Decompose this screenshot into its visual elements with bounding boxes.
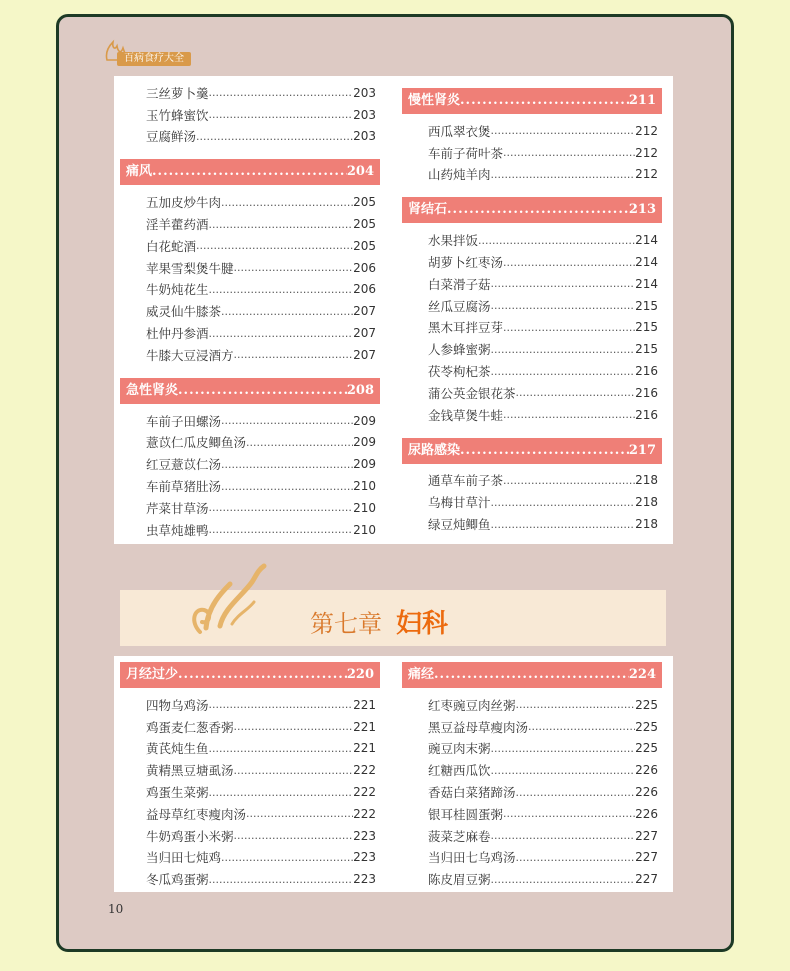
entry-name: 丝瓜豆腐汤 — [428, 298, 491, 314]
dot-leader — [516, 386, 636, 399]
entry-page: 205 — [353, 217, 376, 232]
toc-column-left — [120, 82, 380, 541]
entry-name: 乌梅甘草汁 — [428, 495, 491, 511]
toc-entry[interactable] — [402, 142, 662, 164]
entry-page: 215 — [635, 320, 658, 335]
entry-name: 黑木耳拌豆芽 — [428, 320, 504, 336]
entry-name: 香菇白菜猪蹄汤 — [428, 785, 516, 801]
toc-entry[interactable] — [120, 104, 380, 126]
entry-name: 车前子田螺汤 — [146, 413, 222, 429]
section-page: 204 — [346, 164, 374, 180]
section-title: 痛经 — [408, 667, 435, 682]
toc-entry[interactable] — [120, 279, 380, 301]
entry-name: 绿豆炖鲫鱼 — [428, 517, 491, 533]
cloud-ornament-icon — [186, 562, 270, 638]
dot-leader — [491, 518, 636, 531]
chapter-number: 第七章 — [310, 609, 382, 638]
dot-leader — [478, 234, 635, 247]
entry-name: 芹菜甘草汤 — [146, 500, 209, 516]
entry-page: 212 — [635, 167, 658, 182]
entry-name: 银耳桂圆蛋粥 — [428, 806, 504, 822]
dot-leader — [234, 829, 354, 842]
section-spacer — [120, 366, 380, 378]
dot-leader — [209, 786, 354, 799]
entry-page: 205 — [353, 238, 376, 253]
entry-name: 通草车前子茶 — [428, 473, 504, 489]
section-heading[interactable] — [120, 662, 380, 688]
dot-leader — [491, 299, 636, 312]
toc-column-left — [120, 662, 380, 890]
toc-entry[interactable] — [402, 738, 662, 760]
entry-name: 胡萝卜红枣汤 — [428, 255, 504, 271]
toc-entry[interactable] — [402, 470, 662, 492]
entry-page: 225 — [635, 719, 658, 734]
entry-page: 223 — [353, 850, 376, 865]
toc-entry[interactable] — [120, 519, 380, 541]
entry-name: 四物乌鸡汤 — [146, 697, 209, 713]
entry-name: 人参蜂蜜粥 — [428, 342, 491, 358]
entry-page: 203 — [353, 85, 376, 100]
entry-name: 白花蛇酒 — [146, 238, 197, 254]
chapter-title — [310, 604, 448, 638]
entry-name: 陈皮眉豆粥 — [428, 872, 491, 888]
section-heading[interactable] — [402, 197, 662, 223]
entry-page: 209 — [353, 457, 376, 472]
entry-page: 226 — [635, 806, 658, 821]
dot-leader — [209, 108, 354, 121]
dot-leader — [460, 88, 629, 114]
toc-entry[interactable] — [402, 404, 662, 426]
toc-entry[interactable] — [120, 847, 380, 869]
entry-page: 207 — [353, 347, 376, 362]
toc-entry[interactable] — [120, 759, 380, 781]
dot-leader — [516, 851, 636, 864]
toc-entry[interactable] — [120, 432, 380, 454]
entry-name: 鸡蛋麦仁葱香粥 — [146, 719, 234, 735]
toc-entry[interactable] — [402, 513, 662, 535]
entry-page: 223 — [353, 828, 376, 843]
dot-leader — [246, 807, 353, 820]
section-heading[interactable] — [120, 378, 380, 404]
toc-entry[interactable] — [120, 126, 380, 148]
entry-page: 227 — [635, 850, 658, 865]
entry-name: 菠菜芝麻卷 — [428, 828, 491, 844]
section-heading[interactable] — [402, 438, 662, 464]
entry-name: 车前子荷叶茶 — [428, 145, 504, 161]
toc-entry[interactable] — [402, 382, 662, 404]
toc-entry[interactable] — [120, 82, 380, 104]
entry-name: 水果拌饭 — [428, 233, 479, 249]
toc-entry[interactable] — [120, 694, 380, 716]
entry-page: 210 — [353, 522, 376, 537]
entry-name: 鸡蛋生菜粥 — [146, 785, 209, 801]
dot-leader — [491, 277, 636, 290]
entry-page: 225 — [635, 697, 658, 712]
dot-leader — [516, 786, 636, 799]
entry-page: 214 — [635, 255, 658, 270]
dot-leader — [246, 436, 353, 449]
entry-name: 苹果雪梨煲牛腱 — [146, 260, 234, 276]
dot-leader — [503, 807, 635, 820]
dot-leader — [209, 698, 354, 711]
dot-leader — [209, 218, 354, 231]
dot-leader — [196, 130, 353, 143]
entry-page: 210 — [353, 500, 376, 515]
dot-leader — [221, 851, 353, 864]
dot-leader — [178, 378, 347, 404]
entry-name: 牛膝大豆浸酒方 — [146, 347, 234, 363]
toc-entry[interactable] — [402, 491, 662, 513]
entry-page: 216 — [635, 407, 658, 422]
dot-leader — [221, 196, 353, 209]
section-page: 213 — [628, 202, 656, 218]
entry-name: 牛奶炖花生 — [146, 282, 209, 298]
entry-page: 227 — [635, 828, 658, 843]
section-page: 217 — [628, 442, 656, 458]
entry-name: 豌豆肉末粥 — [428, 741, 491, 757]
entry-page: 215 — [635, 342, 658, 357]
section-spacer — [120, 147, 380, 159]
toc-column-right — [402, 88, 662, 535]
entry-page: 214 — [635, 276, 658, 291]
entry-page: 223 — [353, 872, 376, 887]
book-title: 百病食疗大全 — [117, 52, 191, 66]
entry-page: 222 — [353, 806, 376, 821]
toc-entry[interactable] — [402, 847, 662, 869]
dot-leader — [221, 480, 353, 493]
toc-entry[interactable] — [402, 164, 662, 186]
entry-name: 当归田七炖鸡 — [146, 850, 222, 866]
dot-leader — [221, 458, 353, 471]
toc-panel-bottom — [114, 656, 673, 892]
toc-entry[interactable] — [402, 803, 662, 825]
entry-name: 黄精黑豆塘虱汤 — [146, 763, 234, 779]
entry-name: 五加皮炒牛肉 — [146, 195, 222, 211]
entry-name: 红糖西瓜饮 — [428, 763, 491, 779]
toc-entry[interactable] — [120, 803, 380, 825]
toc-entry[interactable] — [120, 322, 380, 344]
section-page: 208 — [346, 382, 374, 398]
dot-leader — [209, 523, 354, 536]
entry-name: 金钱草煲牛蛙 — [428, 407, 504, 423]
dot-leader — [503, 146, 635, 159]
entry-page: 206 — [353, 260, 376, 275]
entry-page: 221 — [353, 741, 376, 756]
toc-entry[interactable] — [120, 825, 380, 847]
toc-entry[interactable] — [120, 453, 380, 475]
toc-entry[interactable] — [402, 781, 662, 803]
entry-page: 210 — [353, 479, 376, 494]
section-page: 220 — [346, 667, 374, 682]
entry-page: 216 — [635, 385, 658, 400]
entry-page: 203 — [353, 129, 376, 144]
toc-column-right — [402, 662, 662, 890]
dot-leader — [516, 698, 636, 711]
section-title: 尿路感染 — [408, 442, 461, 458]
entry-name: 红豆薏苡仁汤 — [146, 457, 222, 473]
entry-page: 216 — [635, 364, 658, 379]
toc-entry[interactable] — [402, 759, 662, 781]
chapter-name: 妇科 — [396, 608, 449, 639]
section-page: 211 — [628, 93, 656, 108]
toc-entry[interactable] — [402, 273, 662, 295]
toc-entry[interactable] — [402, 716, 662, 738]
entry-page: 218 — [635, 473, 658, 488]
dot-leader — [196, 239, 353, 252]
dot-leader — [491, 873, 636, 886]
toc-entry[interactable] — [120, 257, 380, 279]
book-title-tag — [103, 38, 193, 66]
dot-leader — [234, 348, 354, 361]
entry-name: 威灵仙牛膝茶 — [146, 304, 222, 320]
dot-leader — [491, 343, 636, 356]
dot-leader — [491, 124, 636, 137]
dot-leader — [221, 414, 353, 427]
entry-page: 222 — [353, 763, 376, 778]
entry-name: 薏苡仁瓜皮鲫鱼汤 — [146, 435, 247, 451]
toc-panel-top — [114, 76, 673, 544]
entry-page: 212 — [635, 145, 658, 160]
entry-page: 203 — [353, 107, 376, 122]
entry-name: 当归田七乌鸡汤 — [428, 850, 516, 866]
section-spacer — [402, 185, 662, 197]
entry-name: 淫羊藿药酒 — [146, 217, 209, 233]
entry-page: 206 — [353, 282, 376, 297]
section-heading[interactable] — [402, 88, 662, 114]
toc-entry[interactable] — [120, 738, 380, 760]
toc-entry[interactable] — [120, 475, 380, 497]
entry-name: 山药炖羊肉 — [428, 167, 491, 183]
entry-page: 226 — [635, 763, 658, 778]
toc-entry[interactable] — [402, 229, 662, 251]
entry-name: 蒲公英金银花茶 — [428, 385, 516, 401]
entry-page: 209 — [353, 435, 376, 450]
section-spacer — [402, 426, 662, 438]
entry-page: 222 — [353, 785, 376, 800]
dot-leader — [503, 256, 635, 269]
dot-leader — [528, 720, 635, 733]
dot-leader — [209, 327, 354, 340]
entry-name: 车前草猪肚汤 — [146, 479, 222, 495]
entry-page: 221 — [353, 697, 376, 712]
toc-entry[interactable] — [120, 716, 380, 738]
entry-page: 209 — [353, 413, 376, 428]
toc-entry[interactable] — [120, 235, 380, 257]
page-number: 10 — [108, 902, 124, 916]
entry-page: 218 — [635, 495, 658, 510]
section-title: 慢性肾炎 — [408, 93, 461, 108]
section-title: 急性肾炎 — [126, 382, 179, 398]
entry-name: 红枣豌豆肉丝粥 — [428, 697, 516, 713]
section-title: 肾结石 — [408, 202, 448, 218]
entry-name: 玉竹蜂蜜饮 — [146, 107, 209, 123]
dot-leader — [221, 305, 353, 318]
toc-entry[interactable] — [120, 410, 380, 432]
toc-entry[interactable] — [402, 338, 662, 360]
dot-leader — [209, 283, 354, 296]
dot-leader — [460, 438, 629, 464]
dot-leader — [503, 408, 635, 421]
entry-name: 豆腐鲜汤 — [146, 129, 197, 145]
dot-leader — [503, 474, 635, 487]
entry-name: 益母草红枣瘦肉汤 — [146, 806, 247, 822]
entry-name: 西瓜翠衣煲 — [428, 123, 491, 139]
dot-leader — [491, 496, 636, 509]
section-title: 月经过少 — [126, 667, 179, 682]
dot-leader — [152, 159, 347, 185]
toc-entry[interactable] — [120, 781, 380, 803]
toc-entry[interactable] — [402, 694, 662, 716]
toc-entry[interactable] — [120, 344, 380, 366]
toc-entry[interactable] — [402, 868, 662, 890]
toc-entry[interactable] — [120, 213, 380, 235]
entry-page: 218 — [635, 517, 658, 532]
entry-name: 虫草炖雄鸭 — [146, 522, 209, 538]
dot-leader — [491, 365, 636, 378]
entry-name: 牛奶鸡蛋小米粥 — [146, 828, 234, 844]
section-heading[interactable] — [402, 662, 662, 688]
entry-page: 207 — [353, 326, 376, 341]
entry-name: 冬瓜鸡蛋粥 — [146, 872, 209, 888]
entry-name: 三丝萝卜羹 — [146, 85, 209, 101]
entry-page: 205 — [353, 195, 376, 210]
dot-leader — [447, 197, 629, 223]
dot-leader — [434, 662, 629, 688]
toc-entry[interactable] — [402, 825, 662, 847]
dot-leader — [209, 742, 354, 755]
entry-name: 茯苓枸杞茶 — [428, 364, 491, 380]
dot-leader — [178, 662, 347, 688]
dot-leader — [209, 86, 354, 99]
entry-page: 215 — [635, 298, 658, 313]
entry-page: 225 — [635, 741, 658, 756]
entry-page: 227 — [635, 872, 658, 887]
dot-leader — [209, 501, 354, 514]
toc-entry[interactable] — [120, 300, 380, 322]
dot-leader — [491, 742, 636, 755]
dot-leader — [234, 720, 354, 733]
toc-entry[interactable] — [402, 251, 662, 273]
section-page: 224 — [628, 667, 656, 682]
toc-entry[interactable] — [402, 360, 662, 382]
dot-leader — [491, 764, 636, 777]
entry-name: 黄芪炖生鱼 — [146, 741, 209, 757]
dot-leader — [234, 261, 354, 274]
toc-entry[interactable] — [120, 497, 380, 519]
entry-name: 黑豆益母草瘦肉汤 — [428, 719, 529, 735]
entry-page: 207 — [353, 304, 376, 319]
entry-page: 226 — [635, 785, 658, 800]
entry-page: 212 — [635, 123, 658, 138]
dot-leader — [503, 321, 635, 334]
toc-entry[interactable] — [120, 191, 380, 213]
entry-name: 杜仲丹参酒 — [146, 326, 209, 342]
toc-entry[interactable] — [402, 317, 662, 339]
dot-leader — [491, 168, 636, 181]
entry-name: 白菜滑子菇 — [428, 276, 491, 292]
dot-leader — [234, 764, 354, 777]
toc-entry[interactable] — [402, 295, 662, 317]
entry-page: 221 — [353, 719, 376, 734]
dot-leader — [209, 873, 354, 886]
section-heading[interactable] — [120, 159, 380, 185]
entry-page: 214 — [635, 233, 658, 248]
section-title: 痛风 — [126, 164, 153, 180]
toc-entry[interactable] — [402, 120, 662, 142]
dot-leader — [491, 829, 636, 842]
toc-entry[interactable] — [120, 868, 380, 890]
